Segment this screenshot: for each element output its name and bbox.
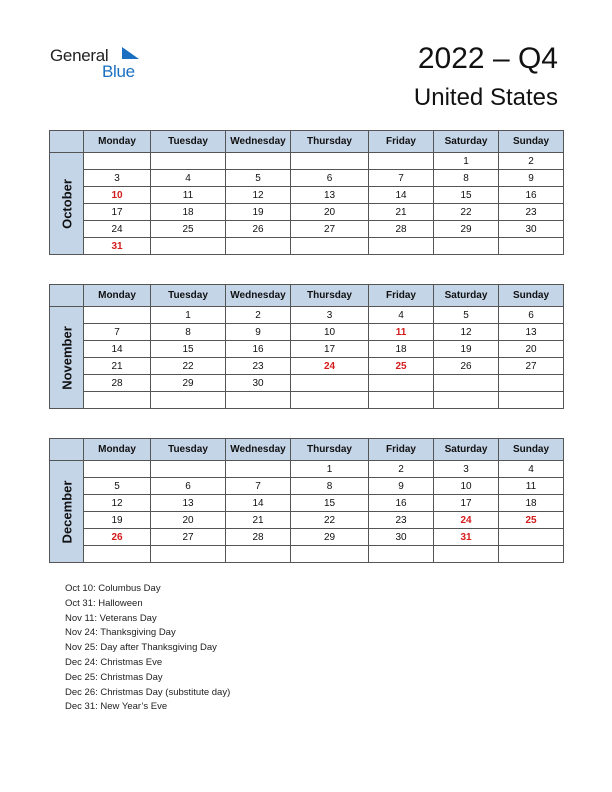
holiday-note: Nov 11: Veterans Day xyxy=(65,612,157,624)
month-calendar-november xyxy=(49,284,563,409)
holiday-note: Dec 25: Christmas Day xyxy=(65,671,163,683)
weekday-header-thursday: Thursday xyxy=(291,439,369,461)
day-cell: 15 xyxy=(291,495,369,512)
day-cell: 29 xyxy=(291,529,369,546)
country-title: United States xyxy=(413,84,558,111)
empty-day-cell xyxy=(291,546,369,563)
week-row xyxy=(50,546,564,563)
empty-day-cell xyxy=(291,238,369,255)
day-cell: 19 xyxy=(84,512,151,529)
empty-day-cell xyxy=(499,546,564,563)
empty-day-cell xyxy=(226,546,291,563)
day-cell: 19 xyxy=(226,204,291,221)
day-cell: 23 xyxy=(499,204,564,221)
day-cell: 4 xyxy=(151,170,226,187)
day-cell: 2 xyxy=(226,307,291,324)
day-cell: 7 xyxy=(226,478,291,495)
day-cell: 20 xyxy=(291,204,369,221)
weekday-header-row xyxy=(50,285,564,307)
day-cell: 9 xyxy=(226,324,291,341)
day-cell: 5 xyxy=(434,307,499,324)
day-cell: 4 xyxy=(369,307,434,324)
empty-day-cell xyxy=(434,546,499,563)
day-cell: 14 xyxy=(369,187,434,204)
empty-day-cell xyxy=(369,392,434,409)
day-cell: 22 xyxy=(291,512,369,529)
day-cell: 2 xyxy=(499,153,564,170)
empty-day-cell xyxy=(151,546,226,563)
day-cell: 20 xyxy=(151,512,226,529)
weekday-header-friday: Friday xyxy=(369,285,434,307)
day-cell: 27 xyxy=(499,358,564,375)
day-cell: 6 xyxy=(151,478,226,495)
day-cell: 7 xyxy=(84,324,151,341)
week-row xyxy=(50,341,564,358)
day-cell: 29 xyxy=(151,375,226,392)
day-cell: 9 xyxy=(499,170,564,187)
weekday-header-saturday: Saturday xyxy=(434,285,499,307)
calendar-table xyxy=(49,130,564,255)
empty-day-cell xyxy=(434,375,499,392)
day-cell: 30 xyxy=(369,529,434,546)
holiday-note: Nov 24: Thanksgiving Day xyxy=(65,627,176,639)
day-cell: 18 xyxy=(151,204,226,221)
day-cell: 13 xyxy=(499,324,564,341)
empty-day-cell xyxy=(151,461,226,478)
empty-day-cell xyxy=(434,392,499,409)
day-cell: 28 xyxy=(226,529,291,546)
day-cell: 18 xyxy=(369,341,434,358)
empty-day-cell xyxy=(499,375,564,392)
day-cell: 26 xyxy=(434,358,499,375)
week-row xyxy=(50,187,564,204)
day-cell: 23 xyxy=(369,512,434,529)
day-cell: 5 xyxy=(226,170,291,187)
day-cell: 16 xyxy=(226,341,291,358)
day-cell: 17 xyxy=(84,204,151,221)
weekday-header-monday: Monday xyxy=(84,285,151,307)
weekday-header-thursday: Thursday xyxy=(291,131,369,153)
month-name: December xyxy=(59,480,74,543)
week-row xyxy=(50,392,564,409)
empty-day-cell xyxy=(226,392,291,409)
empty-day-cell xyxy=(84,307,151,324)
day-cell: 24 xyxy=(291,358,369,375)
weekday-header-row xyxy=(50,439,564,461)
month-calendar-december xyxy=(49,438,563,563)
week-row xyxy=(50,238,564,255)
day-cell: 27 xyxy=(291,221,369,238)
day-cell: 31 xyxy=(84,238,151,255)
day-cell: 8 xyxy=(291,478,369,495)
day-cell: 28 xyxy=(369,221,434,238)
day-cell: 30 xyxy=(226,375,291,392)
day-cell: 27 xyxy=(151,529,226,546)
holiday-note: Dec 24: Christmas Eve xyxy=(65,656,163,668)
day-cell: 15 xyxy=(434,187,499,204)
day-cell: 5 xyxy=(84,478,151,495)
empty-day-cell xyxy=(499,529,564,546)
day-cell: 24 xyxy=(434,512,499,529)
empty-day-cell xyxy=(151,153,226,170)
empty-day-cell xyxy=(84,392,151,409)
month-calendar-october xyxy=(49,130,563,255)
day-cell: 10 xyxy=(434,478,499,495)
empty-day-cell xyxy=(499,238,564,255)
day-cell: 21 xyxy=(226,512,291,529)
empty-day-cell xyxy=(226,238,291,255)
day-cell: 30 xyxy=(499,221,564,238)
day-cell: 28 xyxy=(84,375,151,392)
weekday-header-wednesday: Wednesday xyxy=(226,285,291,307)
weekday-header-monday: Monday xyxy=(84,439,151,461)
logo-flag-icon xyxy=(122,47,139,59)
day-cell: 4 xyxy=(499,461,564,478)
empty-day-cell xyxy=(291,153,369,170)
weekday-header-friday: Friday xyxy=(369,131,434,153)
week-row xyxy=(50,461,564,478)
day-cell: 26 xyxy=(84,529,151,546)
empty-day-cell xyxy=(151,238,226,255)
day-cell: 3 xyxy=(434,461,499,478)
day-cell: 13 xyxy=(291,187,369,204)
week-row xyxy=(50,512,564,529)
weekday-header-tuesday: Tuesday xyxy=(151,131,226,153)
day-cell: 17 xyxy=(434,495,499,512)
day-cell: 25 xyxy=(369,358,434,375)
header-corner xyxy=(50,131,84,153)
week-row xyxy=(50,170,564,187)
calendar-table xyxy=(49,438,564,563)
empty-day-cell xyxy=(499,392,564,409)
day-cell: 25 xyxy=(151,221,226,238)
day-cell: 8 xyxy=(434,170,499,187)
empty-day-cell xyxy=(226,153,291,170)
week-row xyxy=(50,375,564,392)
day-cell: 10 xyxy=(84,187,151,204)
logo-text-general: General xyxy=(50,46,109,65)
header-corner xyxy=(50,439,84,461)
day-cell: 9 xyxy=(369,478,434,495)
month-name: October xyxy=(59,178,74,229)
day-cell: 10 xyxy=(291,324,369,341)
empty-day-cell xyxy=(369,153,434,170)
weekday-header-wednesday: Wednesday xyxy=(226,131,291,153)
day-cell: 16 xyxy=(369,495,434,512)
weekday-header-saturday: Saturday xyxy=(434,439,499,461)
day-cell: 26 xyxy=(226,221,291,238)
week-row xyxy=(50,153,564,170)
day-cell: 6 xyxy=(291,170,369,187)
day-cell: 15 xyxy=(151,341,226,358)
day-cell: 8 xyxy=(151,324,226,341)
day-cell: 18 xyxy=(499,495,564,512)
week-row xyxy=(50,358,564,375)
month-label-cell xyxy=(50,461,84,563)
empty-day-cell xyxy=(291,392,369,409)
day-cell: 16 xyxy=(499,187,564,204)
day-cell: 31 xyxy=(434,529,499,546)
week-row xyxy=(50,307,564,324)
holiday-note: Nov 25: Day after Thanksgiving Day xyxy=(65,642,217,654)
month-name: November xyxy=(59,325,74,390)
weekday-header-saturday: Saturday xyxy=(434,131,499,153)
empty-day-cell xyxy=(369,238,434,255)
weekday-header-friday: Friday xyxy=(369,439,434,461)
empty-day-cell xyxy=(369,546,434,563)
logo-text-blue: Blue xyxy=(102,62,135,81)
empty-day-cell xyxy=(434,238,499,255)
week-row xyxy=(50,478,564,495)
day-cell: 14 xyxy=(84,341,151,358)
day-cell: 22 xyxy=(151,358,226,375)
weekday-header-sunday: Sunday xyxy=(499,285,564,307)
day-cell: 29 xyxy=(434,221,499,238)
week-row xyxy=(50,204,564,221)
day-cell: 11 xyxy=(369,324,434,341)
empty-day-cell xyxy=(151,392,226,409)
weekday-header-sunday: Sunday xyxy=(499,439,564,461)
day-cell: 1 xyxy=(151,307,226,324)
day-cell: 17 xyxy=(291,341,369,358)
day-cell: 3 xyxy=(291,307,369,324)
day-cell: 22 xyxy=(434,204,499,221)
month-label-cell xyxy=(50,153,84,255)
week-row xyxy=(50,529,564,546)
day-cell: 12 xyxy=(84,495,151,512)
calendar-table xyxy=(49,284,564,409)
holiday-notes xyxy=(65,582,230,715)
day-cell: 3 xyxy=(84,170,151,187)
day-cell: 2 xyxy=(369,461,434,478)
empty-day-cell xyxy=(369,375,434,392)
day-cell: 23 xyxy=(226,358,291,375)
day-cell: 12 xyxy=(226,187,291,204)
weekday-header-thursday: Thursday xyxy=(291,285,369,307)
holiday-note: Oct 31: Halloween xyxy=(65,597,143,609)
week-row xyxy=(50,324,564,341)
day-cell: 21 xyxy=(369,204,434,221)
day-cell: 7 xyxy=(369,170,434,187)
day-cell: 1 xyxy=(291,461,369,478)
weekday-header-row xyxy=(50,131,564,153)
empty-day-cell xyxy=(291,375,369,392)
holiday-note: Dec 26: Christmas Day (substitute day) xyxy=(65,686,231,698)
day-cell: 25 xyxy=(499,512,564,529)
generalblue-logo xyxy=(50,44,150,84)
day-cell: 11 xyxy=(499,478,564,495)
day-cell: 11 xyxy=(151,187,226,204)
day-cell: 21 xyxy=(84,358,151,375)
day-cell: 19 xyxy=(434,341,499,358)
day-cell: 6 xyxy=(499,307,564,324)
day-cell: 20 xyxy=(499,341,564,358)
day-cell: 12 xyxy=(434,324,499,341)
week-row xyxy=(50,221,564,238)
header-corner xyxy=(50,285,84,307)
holiday-note: Dec 31: New Year’s Eve xyxy=(65,701,168,713)
day-cell: 24 xyxy=(84,221,151,238)
page-title: 2022 – Q4 xyxy=(417,42,558,75)
empty-day-cell xyxy=(84,461,151,478)
weekday-header-tuesday: Tuesday xyxy=(151,439,226,461)
empty-day-cell xyxy=(84,546,151,563)
weekday-header-tuesday: Tuesday xyxy=(151,285,226,307)
day-cell: 13 xyxy=(151,495,226,512)
month-label-cell xyxy=(50,307,84,409)
empty-day-cell xyxy=(226,461,291,478)
weekday-header-sunday: Sunday xyxy=(499,131,564,153)
day-cell: 1 xyxy=(434,153,499,170)
holiday-note: Oct 10: Columbus Day xyxy=(65,583,161,594)
day-cell: 14 xyxy=(226,495,291,512)
empty-day-cell xyxy=(84,153,151,170)
weekday-header-wednesday: Wednesday xyxy=(226,439,291,461)
week-row xyxy=(50,495,564,512)
weekday-header-monday: Monday xyxy=(84,131,151,153)
